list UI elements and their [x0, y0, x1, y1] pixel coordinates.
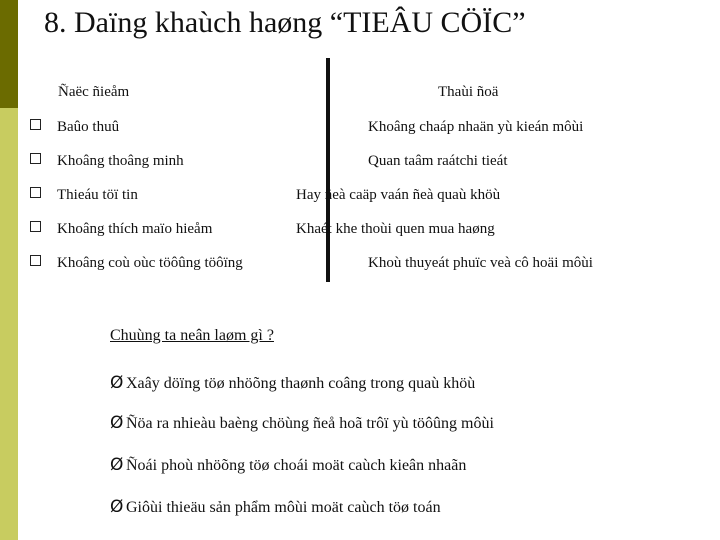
checkbox-bullet-icon — [30, 119, 41, 130]
question-heading: Chuùng ta neân laøm gì ? — [110, 327, 274, 344]
checkbox-bullet-icon — [30, 187, 41, 198]
left-item-label: Baûo thuû — [57, 119, 120, 135]
right-list-item: Khoâng chaáp nhaän yù kieán môùi — [368, 119, 584, 135]
left-item-label: Khoâng thích maïo hieåm — [57, 221, 213, 237]
slide-title: 8. Daïng khaùch haøng “TIEÂU CÖÏC” — [44, 6, 526, 39]
action-point — [110, 455, 466, 475]
arrow-bullet-icon: Ø — [110, 497, 124, 517]
arrow-bullet-icon: Ø — [110, 455, 124, 475]
action-point — [110, 497, 441, 517]
checkbox-bullet-icon — [30, 221, 41, 232]
left-list-item — [30, 255, 243, 275]
right-list-item: Khoù thuyeát phuïc veà cô hoäi môùi — [368, 255, 593, 271]
action-point — [110, 373, 475, 393]
checkbox-bullet-icon — [30, 255, 41, 266]
column-divider — [326, 58, 330, 282]
left-list-item — [30, 221, 212, 241]
left-item-label: Khoâng thoâng minh — [57, 153, 184, 169]
right-list-item: Quan taâm raátchi tieát — [368, 153, 508, 169]
action-point-text: Xaây döïng töø nhöõng thaønh coâng trong quaù khöù — [126, 375, 476, 392]
action-point — [110, 413, 494, 433]
right-list-item: Hay ñeà caäp vaán ñeà quaù khöù — [296, 187, 501, 203]
accent-bar-dark — [0, 0, 18, 108]
checkbox-bullet-icon — [30, 153, 41, 164]
left-list-item — [30, 119, 119, 139]
left-list-item — [30, 187, 138, 207]
accent-bar-light — [0, 108, 18, 540]
left-column-heading: Ñaëc ñieåm — [58, 84, 130, 100]
action-point-text: Giôùi thieäu sản phẩm môùi moät caùch töø toán — [126, 499, 441, 516]
left-list-item — [30, 153, 184, 173]
action-point-text: Ñoái phoù nhöõng töø choái moät caùch kieân nhaãn — [126, 457, 467, 474]
action-point-text: Ñöa ra nhieàu baèng chöùng ñeå hoã trôï yù töôûng môùi — [126, 415, 494, 432]
arrow-bullet-icon: Ø — [110, 413, 124, 433]
right-list-item: Khaét khe thoùi quen mua haøng — [296, 221, 495, 237]
left-item-label: Thieáu töï tin — [57, 187, 138, 203]
left-item-label: Khoâng coù oùc töôûng töôïng — [57, 255, 243, 271]
right-column-heading: Thaùi ñoä — [438, 84, 499, 100]
arrow-bullet-icon: Ø — [110, 373, 124, 393]
